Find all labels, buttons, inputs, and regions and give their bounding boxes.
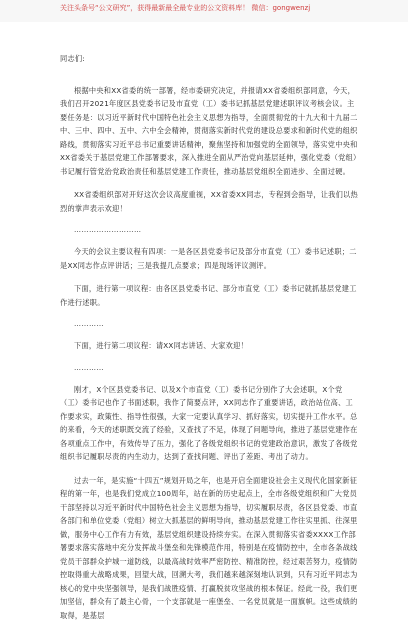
paragraph-intro: 根据中央和XX省委的统一部署，经市委研究决定，并报请XX省委组织部同意，今天，我们召开2021年度区县党委书记及市直党（工）委书记抓基层党建述职评议考核会议。主要任务是：以习近平新时代中国特色社会主义思想为指导，全面贯彻党的十九大和十九届二中、三中、四中、五中、六中全会精神，贯彻落实新时代党的建设总要求和新时代党的组织路线，贯彻落实习近平总书记重要讲话精神，聚焦坚持和加强党的全面领导，落实党中央和XX省委关于基层党建工作部署要求，深入推进全面从严治党向基层延伸，强化党委（党组）书记履行管党治党政治责任和基层党建工作责任，推动基层党组织全面进步、全面过硬。	[60, 85, 358, 176]
paragraph-review: 过去一年，是实施“十四五”规划开局之年，也是开启全面建设社会主义现代化国家新征程的第一年，也是我们党成立100周年，站在新的历史起点上，全市各级党组织和广大党员干部坚持以习近平新时代中国特色社会主义思想为指导，切实履职尽责，各区县党委、市直各部门和单位党委（党组）树立大抓基层的鲜明导向，推动基层党建工作往实里抓、往深里做，服务中心工作有力有效，基层党组织建设持续夯实。在深入贯彻落实省委XXXX工作部署要求落实落地中充分发挥战斗堡垒和先锋模范作用，特别是在疫情防控中，全市各条战线党员干部群众护城一道防线，以最高战时效率严密防控、精准防控，经过艰苦努力，疫情防控取得重大战略成果，回望大战，回溯大考，我们越来越深刻地认识到，只有习近平同志为核心的党中央坚强领导，是我们战胜疫情、打赢脱贫攻坚战的根本保证。经此一役，我们更加坚信，群众有了最主心骨，一个支部就是一座堡垒、一名党员就是一面旗帜。这些成绩的取得，是基层	[60, 475, 358, 620]
separator-dots: …………	[74, 320, 104, 328]
paragraph-agenda-item-1: 下面，进行第一项议程：由各区县党委书记、部分市直党（工）委书记就抓基层党建工作进行述职。	[60, 284, 357, 307]
top-banner	[0, 0, 408, 22]
document-body	[60, 52, 360, 632]
separator-dots: ………………………	[74, 226, 142, 234]
paragraph-agenda-item-2: 下面，进行第二项议程：请XX同志讲话、大家欢迎！	[74, 341, 248, 350]
paragraph-agenda: 今天的会议主要议程有四项：一是各区县党委书记及部分市直党（工）委书记述职；二是XX同志作点评讲话；三是我提几点要求；四是现场评议测评。	[60, 247, 357, 270]
greeting: 同志们:	[60, 54, 85, 63]
separator-dots: …………	[74, 363, 104, 372]
paragraph-summary: 刚才，X个区县党委书记、以及X个市直党（工）委书记分别作了大会述职，X个党（工）委书记也作了书面述职，我作了简要点评，XX同志作了重要讲话，政治站位高、工作要求实，政策性、指导性很强，大家一定要认真学习、抓好落实，切实提升工作水平。总的来看，今天的述职既交流了经验，又查找了不足，体现了问题导向，推进了基层党建作在各项重点工作中，有效传导了压力，强化了各级党组织书记的党建政治意识，激发了各级党组织书记履职尽责的内生动力，达到了查找问题、评出了差距、考出了动力。	[60, 384, 358, 461]
banner-text: 关注头条号“公文研究”，获得最新最全最专业的公文资料库！ 微信：gongwenzj	[60, 4, 311, 12]
paragraph-welcome: XX省委组织部对开好这次会议高度重视，XX省委XX同志，专程到会指导，让我们以热烈的掌声表示欢迎！	[60, 190, 358, 213]
